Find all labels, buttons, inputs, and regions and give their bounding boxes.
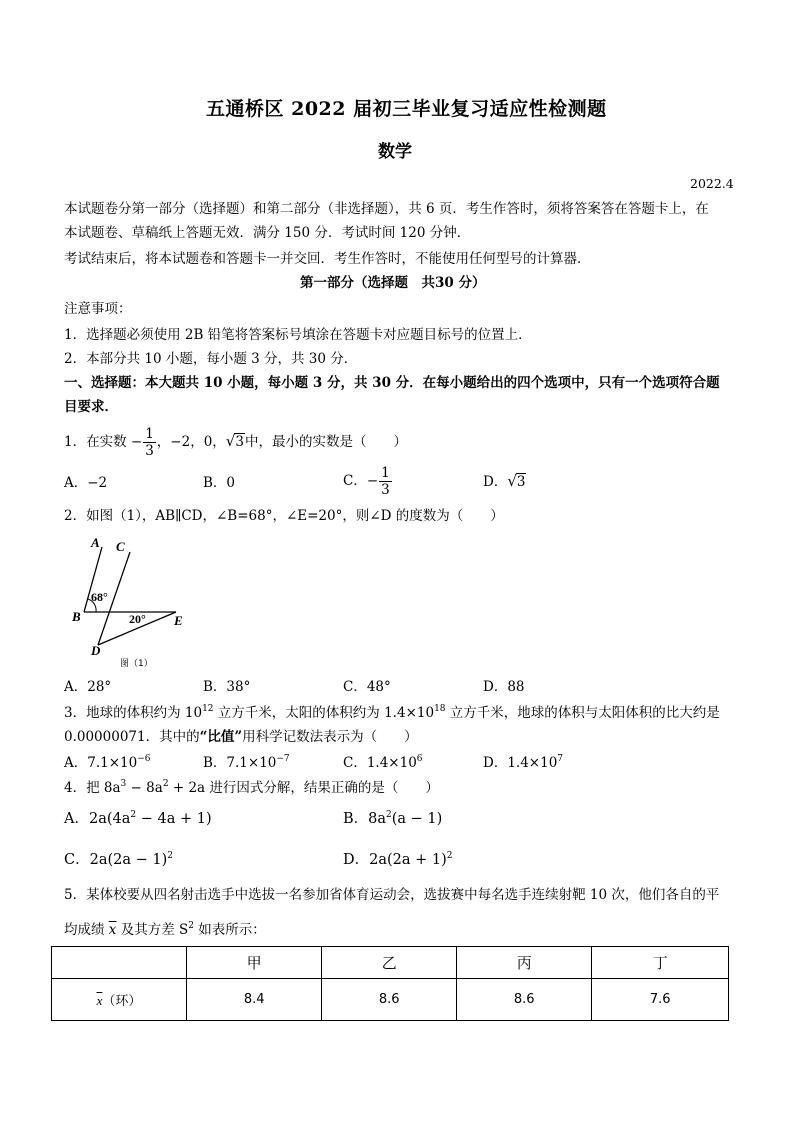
q1-sqrt-value: 3 [235, 434, 244, 450]
q3-stem-pre: 3．地球的体积约为 10 [64, 705, 203, 721]
q4-d-pre: D．2a(2a + 1) [343, 852, 447, 868]
q5-line2-pre: 均成绩 [64, 922, 109, 938]
q4-option-c[interactable] [64, 851, 173, 869]
q5-line2-post: 如表所示： [194, 922, 266, 938]
q3-option-b[interactable] [203, 754, 290, 772]
q3-stem-post: 立方千米，地球的体积与太阳体积的比大约是 [445, 705, 720, 721]
q4-option-a[interactable] [64, 810, 212, 828]
q3-a-base: A．7.1×10 [64, 755, 138, 771]
figure-1-diagram [66, 535, 196, 671]
table-row [52, 979, 729, 1021]
fig-label-a: A [91, 535, 100, 550]
sqrt-icon: √ [507, 472, 517, 490]
q1-option-b[interactable]: B．0 [203, 475, 236, 491]
q1-frac-den: 3 [145, 443, 154, 459]
q4-b-pre: B．8a [343, 811, 387, 827]
q3-b-base: B．7.1×10 [203, 755, 277, 771]
q4-option-b[interactable] [343, 810, 442, 828]
q1-option-c[interactable] [343, 464, 393, 498]
q3-d-base: D．1.4×10 [483, 755, 558, 771]
table-header-cell [52, 947, 187, 979]
q1-text-mid: ，−2，0， [156, 434, 226, 450]
q1-fraction [143, 426, 156, 459]
q2-option-b[interactable]: B．38° [203, 679, 251, 695]
fig-label-b: B [72, 609, 81, 624]
q4-a-post: − 4a + 1) [136, 811, 212, 827]
q4-a-exp: 2 [130, 810, 137, 820]
q3-b-exp: −7 [276, 754, 290, 764]
mean-symbol: $\overline{x}$ [96, 993, 103, 1008]
q1-frac-num: 1 [145, 426, 154, 442]
q3-option-c[interactable] [343, 754, 423, 772]
q1-option-d[interactable] [483, 472, 526, 491]
fig-caption: 图（1） [120, 659, 153, 669]
table-header-cell: 甲 [186, 947, 322, 979]
sqrt-icon: √ [225, 432, 236, 450]
scores-table [51, 946, 729, 1021]
intro-line-1: 本试题卷分第一部分（选择题）和第二部分（非选择题），共 6 页．考生作答时，须将答案答在答题卡上，在 [64, 201, 709, 217]
q1-text-pre: 1．在实数 − [64, 434, 143, 450]
q3-line2-pre: 0.00000071．其中的 [64, 729, 200, 745]
table-header-cell: 丙 [456, 947, 592, 979]
q4-a-pre: A．2a(4a [64, 811, 131, 827]
q4-stem-mid2: + 2a 进行因式分解，结果正确的是（ ） [168, 780, 439, 796]
fig-label-d: D [91, 643, 101, 658]
table-cell: 8.6 [456, 979, 592, 1021]
question-3-stem [64, 704, 720, 722]
q1-d-pre: D． [483, 474, 508, 490]
table-cell: 8.6 [322, 979, 457, 1021]
fig-angle-20: 20° [129, 612, 146, 626]
question-5-line-1: 5．某体校要从四名射击选手中选拔一名参加省体育运动会，选拔赛中每名选手连续射靶 10 次，他们各自的平 [64, 887, 720, 903]
q3-a-exp: −6 [137, 754, 151, 764]
q4-b-exp: 2 [386, 810, 392, 820]
exam-date: 2022.4 [690, 176, 734, 191]
q1-text-post: 中，最小的实数是（ ） [244, 434, 407, 450]
q4-c-pre: C．2a(2a − 1) [64, 852, 168, 868]
q4-stem-pre: 4．把 8a [64, 780, 121, 796]
table-header-cell: 乙 [322, 947, 457, 979]
intro-line-3: 考试结束后，将本试题卷和答题卡一并交回．考生作答时，不能使用任何型号的计算器． [64, 251, 591, 267]
q1-c-num: 1 [381, 465, 390, 481]
q4-exp-3: 3 [120, 779, 127, 789]
table-header-row [52, 947, 729, 979]
question-1-stem [64, 424, 407, 459]
q3-c-exp: 6 [416, 754, 423, 764]
q3-exp-18: 18 [434, 704, 446, 714]
q3-exp-12: 12 [202, 704, 214, 714]
q1-c-pre: C．− [343, 473, 379, 489]
table-header-cell: 丁 [592, 947, 729, 979]
q5-line2-mid: 及其方差 S [116, 922, 189, 938]
notice-label: 注意事项： [64, 301, 132, 317]
fig-label-e: E [174, 613, 183, 628]
question-5-line-2 [64, 921, 266, 939]
q4-b-post: (a − 1) [391, 811, 443, 827]
q4-exp-2: 2 [162, 779, 169, 789]
q3-option-d[interactable] [483, 754, 563, 772]
section-instruction-2: 目要求． [64, 399, 118, 415]
question-3-line-2 [64, 728, 418, 746]
q1-option-a[interactable]: A．−2 [64, 475, 108, 491]
q2-option-d[interactable]: D．88 [483, 679, 525, 695]
table-cell: 8.4 [186, 979, 322, 1021]
q2-option-a[interactable]: A．28° [64, 679, 112, 695]
mean-unit: （环） [102, 994, 142, 1009]
intro-line-2: 本试题卷、草稿纸上答题无效．满分 150 分．考试时间 120 分钟． [64, 225, 471, 241]
q3-option-a[interactable] [64, 754, 151, 772]
q5-mean-symbol: $\overline{x}$ [108, 922, 117, 938]
q1-d-value: 3 [516, 474, 526, 490]
q4-option-d[interactable] [343, 851, 453, 869]
q4-stem-mid1: − 8a [126, 780, 163, 796]
q1-c-den: 3 [381, 482, 390, 498]
subject-title: 数学 [378, 142, 412, 162]
fig-angle-68: 68° [91, 590, 108, 604]
table-row-label [52, 979, 187, 1021]
q3-stem-mid: 立方千米，太阳的体积约为 1.4×10 [213, 705, 435, 721]
part1-heading: 第一部分（选择题 共30 分） [300, 275, 486, 291]
exam-title: 五通桥区 2022 届初三毕业复习适应性检测题 [206, 98, 607, 120]
q5-variance-exp: 2 [188, 921, 194, 931]
q1-c-fraction [379, 465, 392, 498]
notice-item-1: 1．选择题必须使用 2B 铅笔将答案标号填涂在答题卡对应题目标号的位置上． [64, 327, 532, 343]
q4-d-exp: 2 [446, 851, 453, 861]
section-instruction-1: 一、选择题：本大题共 10 小题，每小题 3 分，共 30 分．在每小题给出的四个选项中，只有一个选项符合题 [64, 375, 720, 391]
q3-line2-post: 用科学记数法表示为（ ） [242, 729, 418, 745]
question-2-stem: 2．如图（1），AB∥CD，∠B=68°，∠E=20°，则∠D 的度数为（ ） [64, 508, 504, 524]
q3-c-base: C．1.4×10 [343, 755, 417, 771]
q4-c-exp: 2 [167, 851, 173, 861]
table-cell: 7.6 [592, 979, 729, 1021]
notice-item-2: 2．本部分共 10 小题，每小题 3 分，共 30 分． [64, 351, 358, 367]
fig-label-c: C [116, 539, 125, 554]
question-4-stem [64, 779, 439, 797]
q2-option-c[interactable]: C．48° [343, 679, 391, 695]
q3-d-exp: 7 [557, 754, 564, 764]
q3-line2-bold: “比值” [199, 729, 243, 745]
